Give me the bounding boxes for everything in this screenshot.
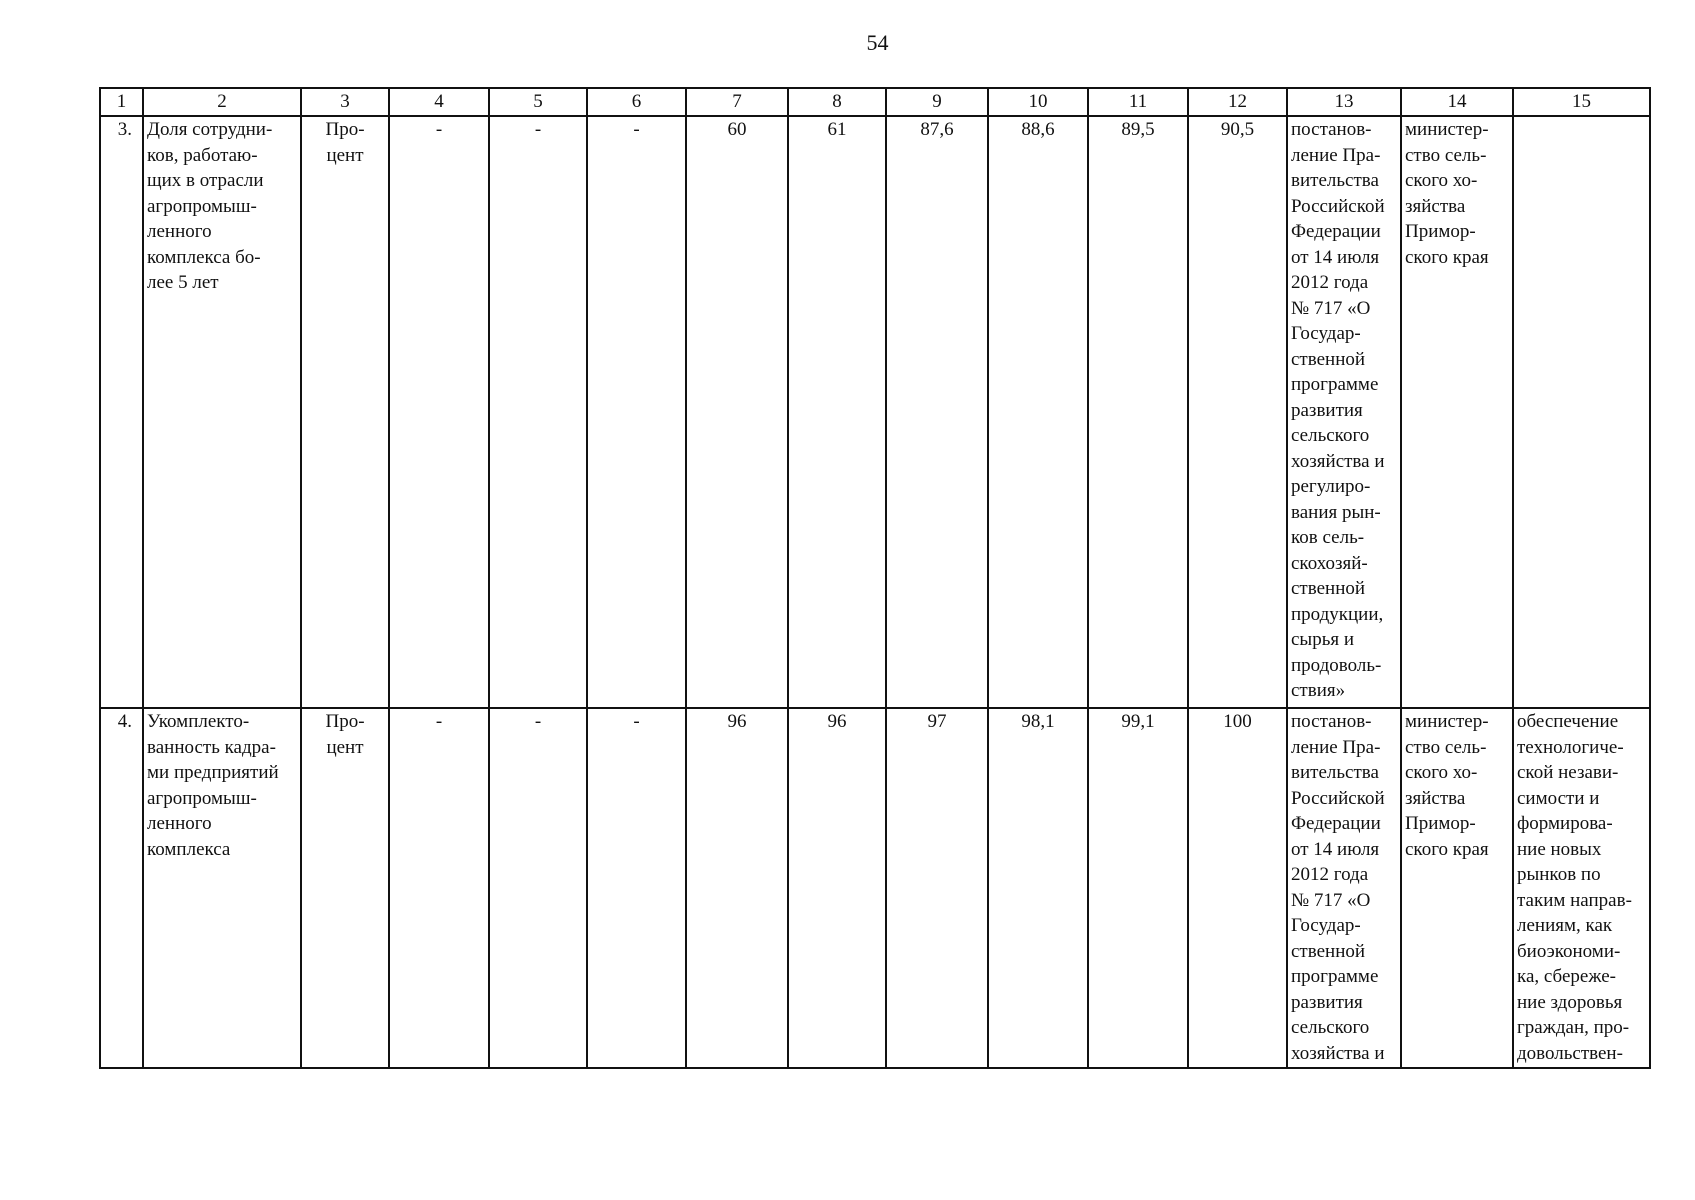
table-row: [100, 708, 1650, 1068]
row-number: 3.: [100, 116, 143, 708]
value-cell: 96: [686, 708, 788, 1068]
value-cell: 89,5: [1088, 116, 1188, 708]
column-number: 3: [301, 88, 389, 116]
column-number: 10: [988, 88, 1088, 116]
column-numbers-row: [100, 88, 1650, 116]
value-cell: 61: [788, 116, 886, 708]
column-number-header: [99, 87, 1651, 117]
value-cell: 60: [686, 116, 788, 708]
page-number: 54: [866, 30, 889, 55]
value-cell: 98,1: [988, 708, 1088, 1068]
column-number: 5: [489, 88, 587, 116]
value-cell: 96: [788, 708, 886, 1068]
column-number: 12: [1188, 88, 1287, 116]
value-cell: -: [489, 116, 587, 708]
basis-document: постанов- ление Пра- вительства Российской Федерации от 14 июля 2012 года № 717 «О Государ- ственной программе развития сельского хозяйства и: [1287, 708, 1401, 1068]
row-number: 4.: [100, 708, 143, 1068]
value-cell: -: [389, 116, 489, 708]
unit-cell: Про- цент: [301, 116, 389, 708]
column-number: 1: [100, 88, 143, 116]
responsible-body: министер- ство сель- ского хо- зяйства Примор- ского края: [1401, 708, 1513, 1068]
note-cell: [1513, 116, 1650, 708]
value-cell: -: [587, 116, 686, 708]
column-number: 8: [788, 88, 886, 116]
column-number: 11: [1088, 88, 1188, 116]
note-cell: обеспечение технологиче- ской незави- симости и формирова- ние новых рынков по таким направ- лениям, как биоэкономи- ка, сбереже- ние здоровья граждан, про- довольствен-: [1513, 708, 1650, 1068]
responsible-body: министер- ство сель- ского хо- зяйства Примор- ского края: [1401, 116, 1513, 708]
indicator-name: Доля сотрудни- ков, работаю- щих в отрасли агропромыш- ленного комплекса бо- лее 5 лет: [143, 116, 301, 708]
value-cell: 88,6: [988, 116, 1088, 708]
column-number: 7: [686, 88, 788, 116]
value-cell: -: [389, 708, 489, 1068]
value-cell: -: [489, 708, 587, 1068]
value-cell: 100: [1188, 708, 1287, 1068]
column-number: 9: [886, 88, 988, 116]
column-number: 6: [587, 88, 686, 116]
column-number: 4: [389, 88, 489, 116]
value-cell: 87,6: [886, 116, 988, 708]
column-number: 13: [1287, 88, 1401, 116]
indicator-name: Укомплекто- ванность кадра- ми предприятий агропромыш- ленного комплекса: [143, 708, 301, 1068]
basis-document: постанов- ление Пра- вительства Российской Федерации от 14 июля 2012 года № 717 «О Государ- ственной программе развития сельского хозяйства и регулиро- вания рын- ков сель- скохозяй- ственной продукции, сырья и продоволь- ствия»: [1287, 116, 1401, 708]
value-cell: 99,1: [1088, 708, 1188, 1068]
unit-cell: Про- цент: [301, 708, 389, 1068]
value-cell: 90,5: [1188, 116, 1287, 708]
value-cell: 97: [886, 708, 988, 1068]
table-row: [100, 116, 1650, 708]
indicators-table: [99, 115, 1651, 1069]
column-number: 14: [1401, 88, 1513, 116]
column-number: 15: [1513, 88, 1650, 116]
column-number: 2: [143, 88, 301, 116]
value-cell: -: [587, 708, 686, 1068]
